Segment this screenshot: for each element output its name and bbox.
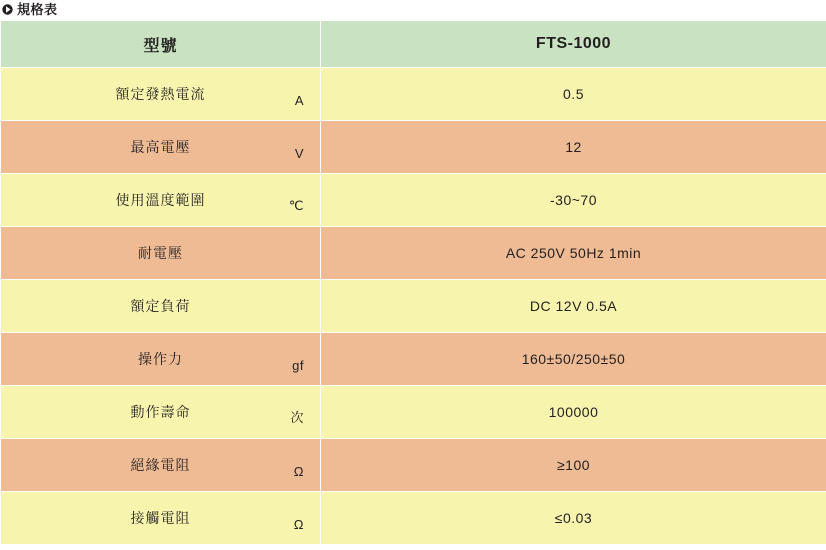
row-value-cell: 12 [321,121,826,174]
row-label-cell [1,492,321,545]
row-label-cell [1,68,321,121]
row-unit-text: Ω [293,517,304,532]
row-value-cell: AC 250V 50Hz 1min [321,227,826,280]
row-label-cell [1,333,321,386]
row-unit-text: ℃ [288,198,304,213]
row-label-cell [1,386,321,439]
table-header-row [1,21,826,68]
row-value-cell: 100000 [321,386,826,439]
row-value-cell: -30~70 [321,174,826,227]
row-label-text: 額定負荷 [130,298,191,314]
row-unit-text: 次 [290,410,304,425]
table-row [1,68,826,121]
row-value-cell: 160±50/250±50 [321,333,826,386]
row-label-text: 耐電壓 [138,245,183,261]
specification-table [0,20,826,545]
table-row [1,439,826,492]
row-label-cell [1,439,321,492]
row-label-cell [1,280,321,333]
row-label-text: 使用溫度範圍 [115,192,206,208]
table-row [1,121,826,174]
header-cell-model-label: 型號 [1,21,321,68]
row-unit-text: A [294,93,304,108]
section-heading [0,0,826,20]
table-row [1,174,826,227]
row-unit-text: gf [292,358,304,373]
right-caret-bullet-icon [2,4,13,15]
table-row [1,386,826,439]
section-heading-label: 規格表 [17,1,58,17]
header-cell-model-value: FTS-1000 [321,21,826,68]
row-label-text: 操作力 [138,351,183,367]
row-value-cell: ≥100 [321,439,826,492]
row-value-cell: ≤0.03 [321,492,826,545]
row-label-text: 絕緣電阻 [130,457,191,473]
table-row [1,492,826,545]
table-row [1,333,826,386]
row-unit-text: V [294,146,304,161]
table-row [1,227,826,280]
row-label-text: 接觸電阻 [130,510,191,526]
row-label-cell [1,121,321,174]
row-label-cell [1,227,321,280]
row-label-text: 額定發熱電流 [115,86,206,102]
row-value-cell: DC 12V 0.5A [321,280,826,333]
row-label-text: 最高電壓 [130,139,191,155]
row-label-cell [1,174,321,227]
row-unit-text: Ω [293,464,304,479]
row-value-cell: 0.5 [321,68,826,121]
row-label-text: 動作壽命 [130,404,191,420]
table-row [1,280,826,333]
